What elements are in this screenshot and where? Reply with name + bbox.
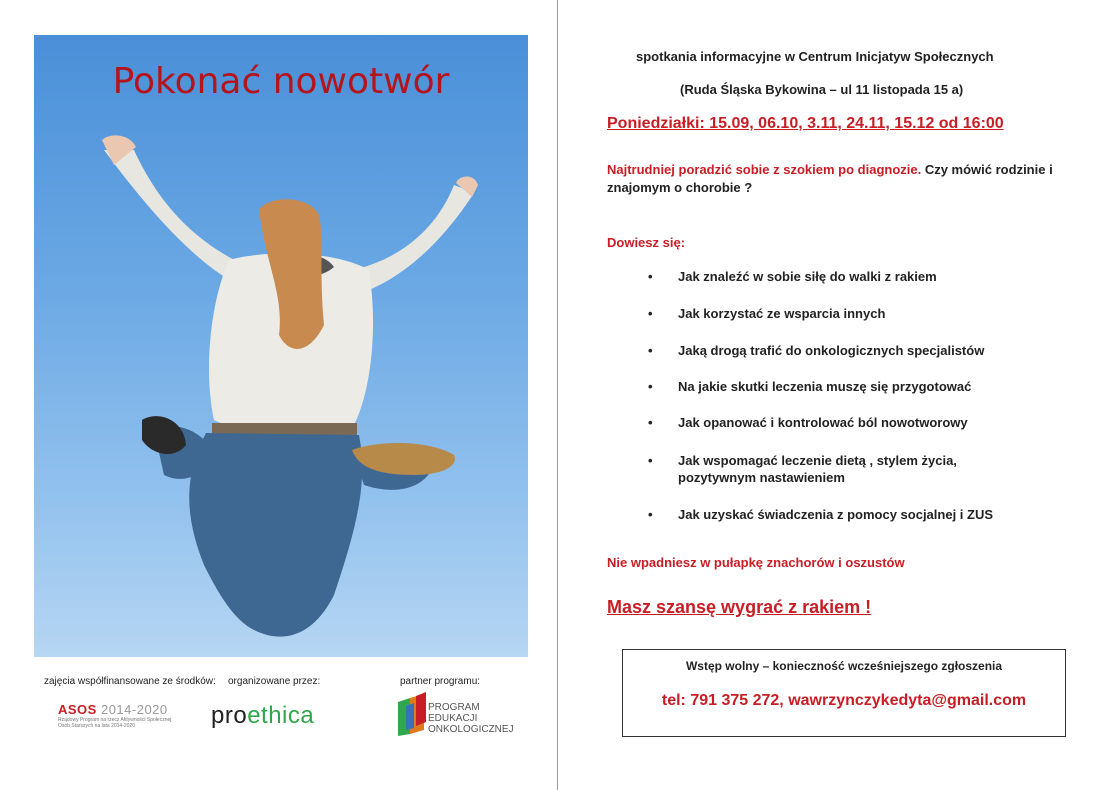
list-item: • Jak znaleźć w sobie siłę do walki z rakiem [648, 269, 937, 284]
program-edukacji-onkologicznej-logo [396, 692, 514, 741]
bullet-icon: • [648, 379, 653, 394]
peo-logo-line3: ONKOLOGICZNEJ [428, 724, 514, 735]
list-item: • Jak wspomagać leczenie dietą , stylem życia, pozytywnym nastawieniem [648, 453, 957, 485]
list-item: • Jak uzyskać świadczenia z pomocy socjalnej i ZUS [648, 507, 994, 522]
bullet-icon: • [648, 306, 653, 321]
free-entry-text: Wstęp wolny – konieczność wcześniejszego zgłoszenia [685, 659, 1003, 673]
contact-box [622, 649, 1066, 737]
cofinanced-label: zajęcia współfinansowane ze środków: [44, 676, 216, 687]
page-divider [557, 0, 558, 790]
proethica-logo-part2: ethica [247, 702, 315, 729]
peo-logo-line2: EDUKACJI [428, 713, 478, 724]
partner-label: partner programu: [400, 676, 481, 687]
bullet-icon: • [648, 453, 653, 468]
question-red: Najtrudniej poradzić sobie z szokiem po diagnozie. [607, 162, 922, 177]
learn-heading: Dowiesz się: [607, 235, 686, 250]
asos-logo-name: ASOS [58, 702, 97, 717]
asos-logo [58, 702, 178, 729]
question-text [607, 161, 1057, 197]
jumping-girl-photo [34, 35, 528, 657]
list-item: • Jak opanować i kontrolować ból nowotworowy [648, 415, 968, 430]
proethica-logo-part1: pro [211, 702, 248, 729]
bullet-icon: • [648, 415, 653, 430]
asos-logo-fine: Rządowy Program na rzecz Aktywności Społecznej Osób Starszych na lata 2014-2020 [58, 717, 172, 729]
bullet-icon: • [648, 269, 653, 284]
slogan-text: Masz szansę wygrać z rakiem ! [607, 597, 872, 617]
contact-info[interactable]: tel: 791 375 272, wawrzynczykedyta@gmail.com [661, 692, 1027, 709]
question-black: Czy mówić rodzinie i znajomym o chorobie ? [607, 162, 1053, 195]
asos-logo-years: 2014-2020 [100, 702, 168, 717]
meeting-dates: Poniedziałki: 15.09, 06.10, 3.11, 24.11, 15.12 od 16:00 [607, 115, 1004, 132]
intro-text: spotkania informacyjne w Centrum Inicjatyw Społecznych [636, 49, 994, 64]
bullet-icon: • [648, 343, 653, 358]
organized-label: organizowane przez: [228, 676, 321, 687]
bullet-icon: • [648, 507, 653, 522]
warning-text: Nie wpadniesz w pułapkę znachorów i oszustów [607, 555, 905, 570]
address-text: (Ruda Śląska Bykowina – ul 11 listopada 15 a) [680, 82, 964, 97]
list-item: • Na jakie skutki leczenia muszę się przygotować [648, 379, 972, 394]
list-item: • Jak korzystać ze wsparcia innych [648, 306, 886, 321]
jumping-girl-illustration [34, 35, 528, 657]
list-item: • Jaką drogą trafić do onkologicznych specjalistów [648, 343, 985, 358]
peo-logo-line1: PROGRAM [428, 702, 480, 713]
proethica-logo [211, 702, 314, 730]
poster-title: Pokonać nowotwór [112, 61, 450, 102]
book-icon [396, 692, 428, 736]
